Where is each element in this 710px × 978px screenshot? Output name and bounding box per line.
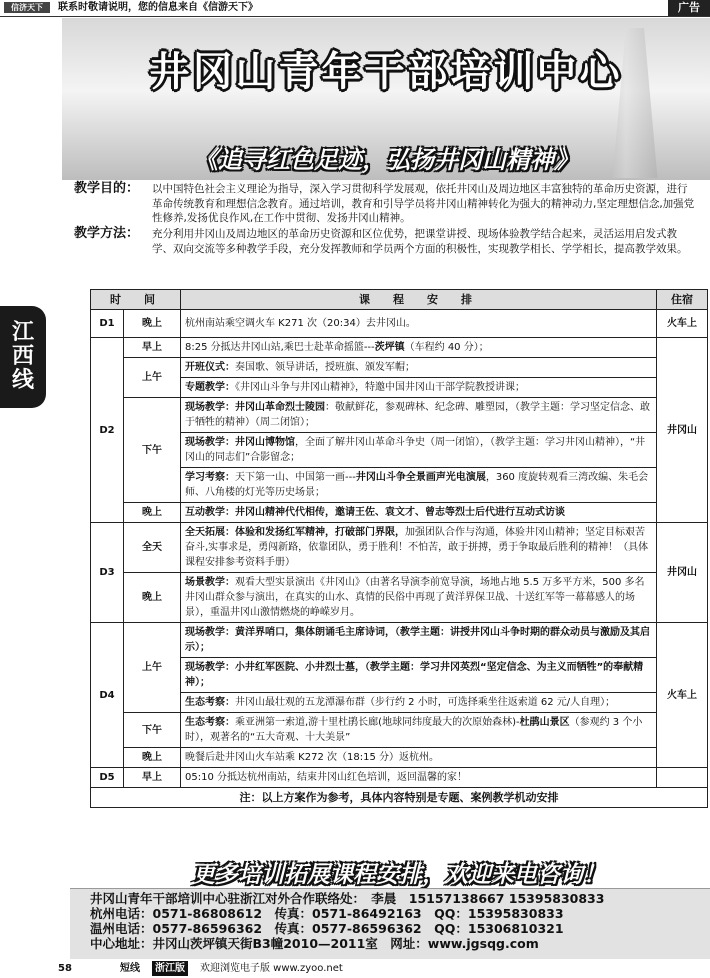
period: 上午 [124,623,181,713]
page-title: 井冈山青年干部培训中心 [149,49,623,95]
page-footer [0,959,710,978]
more-courses-banner: 更多培训拓展课程安排，欢迎来电咨询！ [192,862,606,888]
day-d2: D2 [91,338,124,523]
side-tab-char: 西 [11,344,34,369]
table-row [91,433,708,468]
table-row [91,398,708,433]
footer-text: 欢迎浏览电子版 www.zyoo.net [200,963,343,974]
period: 晚上 [124,573,181,623]
header-stay: 住宿 [657,290,708,310]
schedule-cell: 开班仪式：奏国歌、领导讲话，授班旗、颁发军帽； [181,358,657,378]
table-row [91,338,708,358]
top-notice: 联系时敬请说明，您的信息来自《信游天下》 [58,2,258,13]
contact-line: 杭州电话：0571-86808612 传真：0571-86492163 QQ：15395830833 [90,906,564,921]
schedule-cell: 学习考察：天下第一山、中国第一画---井冈山斗争全景画声光电演展，360 度旋转观看三湾改编、朱毛会师、八角楼的灯光等历史场景； [181,468,657,503]
stay-cell: 火车上 [657,623,708,768]
table-row [91,358,708,378]
side-tab-char: 线 [11,368,34,393]
table-row [91,623,708,658]
method-label: 教学方法： [74,226,140,241]
table-note: 注：以上方案作为参考，具体内容特别是专题、案例教学机动安排 [91,788,708,808]
slogan: 《追寻红色足迹，弘扬井冈山精神》 [194,146,578,174]
table-row [91,658,708,693]
schedule-cell: 现场教学：井冈山革命烈士陵园：敬献鲜花，参观碑林、纪念碑、雕塑园，（教学主题：学习坚定信念、敢于牺牲的精神）（周二闭馆）； [181,398,657,433]
contact-line: 井冈山青年干部培训中心驻浙江对外合作联络处： 李晨 15157138667 15395830833 [90,891,605,906]
schedule-cell: 现场教学：黄洋界哨口，集体朗诵毛主席诗词，（教学主题：讲授井冈山斗争时期的群众动员与激励及其启示）； [181,623,657,658]
period: 晚上 [124,310,181,338]
day-d1: D1 [91,310,124,338]
table-row [91,310,708,338]
schedule-cell: 晚餐后赴井冈山火车站乘 K272 次（18:15 分）返杭州。 [181,748,657,768]
publisher-logo: 信济天下 [4,2,50,13]
period: 全天 [124,523,181,573]
header-time: 时 间 [91,290,181,310]
table-row [91,748,708,768]
schedule-cell: 全天拓展：体验和发扬红军精神，打破部门界限，加强团队合作与沟通，体验井冈山精神；坚定目标艰苦奋斗,实事求是，勇闯新路，依靠团队，勇于胜利！不怕苦，敢于拼搏，勇于争取最后胜利的精神！（具体课程安排参考资料手册） [181,523,657,573]
day-d4: D4 [91,623,124,768]
table-row [91,693,708,713]
table-note-row [91,788,708,808]
stay-cell: 井冈山 [657,338,708,523]
period: 早上 [124,768,181,788]
method-text: 充分利用井冈山及周边地区的革命历史资源和区位优势，把课堂讲授、现场体验教学结合起来，灵活运用启发式教学、双向交流等多种教学手段，充分发挥教师和学员两个方面的积极性，实现教学相长、学学相长，提高教学效果。 [152,228,688,255]
stay-cell: 井冈山 [657,523,708,623]
route-side-tab [0,306,46,408]
period: 上午 [124,358,181,398]
contact-box [70,888,710,959]
period: 下午 [124,398,181,503]
schedule-cell: 生态考察：乘亚洲第一索道,游十里杜鹃长廊(地球同纬度最大的次原始森林)-杜鹃山景区（参观约 3 个小时），观著名的“五大奇观、十大美景” [181,713,657,748]
contact-line: 温州电话：0577-86596362 传真：0577-86596362 QQ：15306810321 [90,921,564,936]
goal-label: 教学目的： [74,181,140,196]
period: 晚上 [124,748,181,768]
schedule-cell: 现场教学：井冈山博物馆，全面了解井冈山革命斗争史（周一闭馆），（教学主题：学习井冈山精神），“井冈山的同志们”合影留念； [181,433,657,468]
teaching-method [74,227,696,256]
stay-cell: 火车上 [657,310,708,338]
table-row [91,523,708,573]
schedule-cell: 互动教学：井冈山精神代代相传，邀请王佐、袁文才、曾志等烈士后代进行互动式访谈 [181,503,657,523]
schedule-cell: 8:25 分抵达井冈山站,乘巴士赴革命摇篮---茨坪镇（车程约 40 分）； [181,338,657,358]
table-row [91,468,708,503]
teaching-goal [74,182,696,226]
day-d5: D5 [91,768,124,788]
table-row [91,713,708,748]
schedule-cell: 杭州南站乘空调火车 K271 次（20:34）去井冈山。 [181,310,657,338]
schedule-cell: 生态考察：井冈山最壮观的五龙潭瀑布群（步行约 2 小时，可选择乘坐往返索道 62 元/人自理）； [181,693,657,713]
section-name: 短线 [120,963,140,974]
table-row [91,768,708,788]
header-schedule: 课 程 安 排 [181,290,657,310]
table-row [91,378,708,398]
schedule-cell: 场景教学：观看大型实景演出《井冈山》（由著名导演李前宽导演，场地占地 5.5 万多平方米，500 多名井冈山群众参与演出，在真实的山水、真情的民俗中再现了黄洋界保卫战、十送红军等一幕幕感人的场景），重温井冈山激情燃烧的峥嵘岁月。 [181,573,657,623]
page-number: 58 [58,963,72,974]
table-row [91,573,708,623]
period: 晚上 [124,503,181,523]
schedule-cell: 现场教学：小井红军医院、小井烈士墓，（教学主题：学习井冈英烈“坚定信念、为主义而牺牲”的奉献精神）； [181,658,657,693]
day-d3: D3 [91,523,124,623]
period: 早上 [124,338,181,358]
ad-label: 广告 [668,0,710,16]
stay-cell [657,768,708,788]
table-row [91,503,708,523]
schedule-table [90,289,708,808]
table-header-row [91,290,708,310]
goal-text: 以中国特色社会主义理论为指导，深入学习贯彻科学发展观，依托井冈山及周边地区丰富独特的革命历史资源，进行革命传统教育和理想信念教育。通过培训，教育和引导学员将井冈山精神转化为强大的精神动力,坚定理想信念,加强党性修养,发扬优良作风,在工作中贯彻、发扬井冈山精神。 [152,183,695,224]
schedule-cell: 专题教学：《井冈山斗争与井冈山精神》，特邀中国井冈山干部学院教授讲课； [181,378,657,398]
top-bar [0,0,710,17]
side-tab-char: 江 [11,320,34,345]
contact-line: 中心地址：井冈山茨坪镇天街B3幢2010—2011室 网址：www.jgsqg.com [90,936,539,951]
schedule-cell: 05:10 分抵达杭州南站，结束井冈山红色培训，返回温馨的家！ [181,768,657,788]
period: 下午 [124,713,181,748]
edition-tag: 浙江版 [152,961,188,976]
